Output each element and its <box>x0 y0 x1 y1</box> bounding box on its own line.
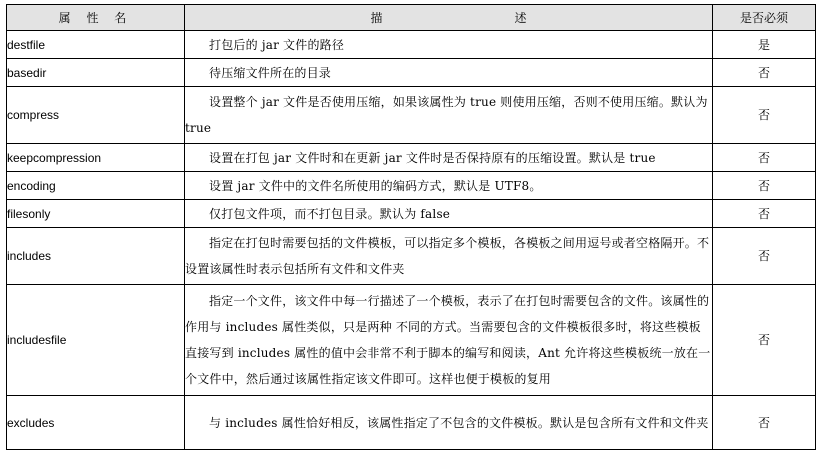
attribute-name-cell: includes <box>7 228 185 285</box>
table-row <box>7 285 816 396</box>
table-row <box>7 31 816 59</box>
required-cell: 否 <box>713 228 816 285</box>
table-row <box>7 228 816 285</box>
required-cell: 否 <box>713 285 816 396</box>
attribute-name-cell: encoding <box>7 172 185 200</box>
header-attribute-name: 属 性 名 <box>7 5 185 31</box>
table-header-row <box>7 5 816 31</box>
description-cell: 待压缩文件所在的目录 <box>185 59 713 87</box>
attribute-table <box>6 4 816 450</box>
description-cell: 打包后的 jar 文件的路径 <box>185 31 713 59</box>
attribute-name-cell: filesonly <box>7 200 185 228</box>
required-cell: 否 <box>713 87 816 144</box>
description-cell: 设置 jar 文件中的文件名所使用的编码方式，默认是 UTF8。 <box>185 172 713 200</box>
description-cell: 指定一个文件，该文件中每一行描述了一个模板，表示了在打包时需要包含的文件。该属性的作用与 includes 属性类似，只是两种 不同的方式。当需要包含的文件模板很多时，将这些模板直接写到 includes 属性的值中会非常不利于脚本的编写和阅读，Ant 允许将这些模板统一放在一个文件中，然后通过该属性指定该文件即可。这样也便于模板的复用 <box>185 285 713 396</box>
attribute-name-cell: keepcompression <box>7 144 185 172</box>
header-description: 描 述 <box>185 5 713 31</box>
header-required: 是否必须 <box>713 5 816 31</box>
attribute-name-cell: basedir <box>7 59 185 87</box>
required-cell: 否 <box>713 396 816 450</box>
description-cell: 指定在打包时需要包括的文件模板，可以指定多个模板，各模板之间用逗号或者空格隔开。不设置该属性时表示包括所有文件和文件夹 <box>185 228 713 285</box>
required-cell: 否 <box>713 172 816 200</box>
table-row <box>7 87 816 144</box>
required-cell: 否 <box>713 59 816 87</box>
attribute-name-cell: compress <box>7 87 185 144</box>
table-row <box>7 172 816 200</box>
table-row <box>7 396 816 450</box>
table-row <box>7 59 816 87</box>
required-cell: 否 <box>713 200 816 228</box>
description-cell: 仅打包文件项，而不打包目录。默认为 false <box>185 200 713 228</box>
attribute-name-cell: destfile <box>7 31 185 59</box>
required-cell: 是 <box>713 31 816 59</box>
description-cell: 与 includes 属性恰好相反，该属性指定了不包含的文件模板。默认是包含所有文件和文件夹 <box>185 396 713 450</box>
description-cell: 设置整个 jar 文件是否使用压缩，如果该属性为 true 则使用压缩，否则不使用压缩。默认为 true <box>185 87 713 144</box>
table-row <box>7 144 816 172</box>
attribute-name-cell: includesfile <box>7 285 185 396</box>
table-row <box>7 200 816 228</box>
description-cell: 设置在打包 jar 文件时和在更新 jar 文件时是否保持原有的压缩设置。默认是 true <box>185 144 713 172</box>
required-cell: 否 <box>713 144 816 172</box>
attribute-name-cell: excludes <box>7 396 185 450</box>
